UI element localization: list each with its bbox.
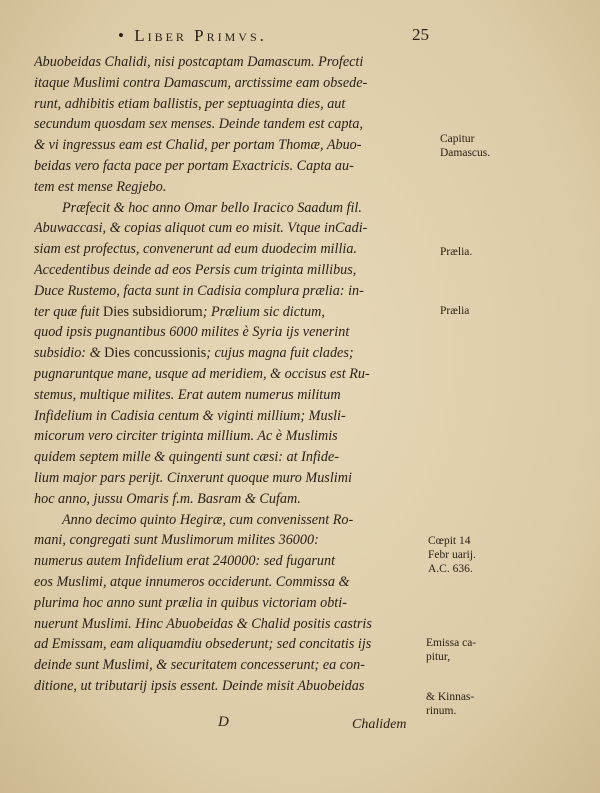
margin-note bbox=[440, 132, 490, 160]
text-line: beidas vero facta pace per portam Exactricis. Capta au- bbox=[34, 157, 354, 174]
margin-note bbox=[428, 534, 476, 576]
italic-phrase: subsidio: & bbox=[34, 345, 105, 362]
text-line: quod ipsis pugnantibus 6000 milites è Syria ijs venerint bbox=[34, 324, 350, 341]
text-line: Duce Rustemo, facta sunt in Cadisia complura prælia: in- bbox=[34, 282, 364, 299]
catchword: Chalidem bbox=[352, 717, 407, 732]
margin-note-line: Febr uarij. bbox=[428, 549, 476, 561]
text-line: hoc anno, jussu Omaris f.m. Basram & Cufam. bbox=[34, 490, 301, 507]
margin-note-line: A.C. 636. bbox=[428, 563, 473, 575]
text-line: Abuwaccasi, & copias aliquot cum eo misit. Vtque inCadi- bbox=[34, 220, 368, 237]
text-line: siam est profectus, convenerunt ad eum duodecim millia. bbox=[34, 241, 357, 258]
text-line: numerus autem Infidelium erat 240000: sed fugarunt bbox=[34, 553, 336, 570]
text-line bbox=[34, 343, 434, 364]
text-line: micorum vero circiter triginta millium. Ac è Muslimis bbox=[34, 428, 338, 445]
italic-phrase: ; cujus magna fuit clades; bbox=[206, 345, 354, 362]
margin-note-line: Prælia bbox=[440, 305, 470, 317]
text-line: Anno decimo quinto Hegiræ, cum convenissent Ro- bbox=[62, 511, 354, 528]
text-line: Accedentibus deinde ad eos Persis cum triginta millibus, bbox=[34, 261, 357, 278]
text-line: Abuobeidas Chalidi, nisi postcaptam Damascum. Profecti bbox=[34, 54, 364, 70]
text-line: lium major pars perijt. Cinxerunt quoque muro Muslimi bbox=[34, 469, 352, 486]
main-text-block bbox=[34, 52, 434, 697]
margin-note-line: Damascus. bbox=[440, 147, 491, 159]
text-line: deinde sunt Muslimi, & securitatem concesserunt; ea con- bbox=[34, 657, 365, 674]
margin-note-line: Emissa ca- bbox=[426, 637, 477, 649]
roman-phrase: Dies concussionis bbox=[104, 345, 207, 362]
text-line: Infidelium in Cadisia centum & viginti millium; Musli- bbox=[34, 407, 346, 424]
text-line: nuerunt Muslimi. Hinc Abuobeidas & Chalid positis castris bbox=[34, 615, 372, 632]
text-line: ad Emissam, eam aliquamdiu obsederunt; sed concitatis ijs bbox=[34, 636, 372, 653]
margin-note-line: Cœpit 14 bbox=[428, 535, 471, 547]
text-line bbox=[34, 302, 434, 323]
text-line: mani, congregati sunt Muslimorum milites 36000: bbox=[34, 532, 319, 549]
text-line: plurima hoc anno sunt prælia in quibus victoriam obti- bbox=[34, 594, 347, 611]
text-line: pugnaruntque mane, usque ad meridiem, & occisus est Ru- bbox=[34, 365, 370, 382]
text-line: Præfecit & hoc anno Omar bello Iracico Saadum fil. bbox=[62, 199, 362, 216]
running-head: • Liber Primvs. bbox=[118, 26, 267, 45]
margin-note-line: Prælia. bbox=[440, 246, 473, 258]
page-header bbox=[0, 26, 600, 50]
text-line: ditione, ut tributarij ipsis essent. Deinde misit Abuobeidas bbox=[34, 677, 365, 694]
margin-note-line: pitur, bbox=[426, 651, 451, 663]
page-number: 25 bbox=[412, 25, 429, 44]
text-line: tem est mense Regjebo. bbox=[34, 178, 167, 195]
italic-phrase: ter quæ fuit bbox=[34, 303, 103, 320]
margin-note-line: Capitur bbox=[440, 133, 475, 145]
margin-note bbox=[440, 304, 469, 318]
text-line: & vi ingressus eam est Chalid, per portam Thomæ, Abuo- bbox=[34, 137, 362, 154]
text-line: runt, adhibitis etiam ballistis, per septuaginta dies, aut bbox=[34, 95, 346, 112]
signature-mark: D bbox=[218, 714, 229, 730]
roman-phrase: Dies subsidiorum bbox=[102, 303, 203, 320]
text-line: eos Muslimi, atque innumeros occiderunt. Commissa & bbox=[34, 573, 350, 590]
italic-phrase: ; Prælium sic dictum, bbox=[202, 303, 325, 320]
margin-note-line: & Kinnas- bbox=[426, 691, 475, 703]
text-line: itaque Muslimi contra Damascum, arctissime eam obsede- bbox=[34, 74, 368, 91]
margin-note-line: rinum. bbox=[426, 705, 457, 717]
margin-note bbox=[440, 245, 472, 259]
text-line: secundum quosdam sex menses. Deinde tandem est capta, bbox=[34, 116, 364, 133]
text-line: stemus, multique milites. Erat autem numerus militum bbox=[34, 386, 341, 403]
text-line: quidem septem mille & quingenti sunt cæsi: at Infide- bbox=[34, 449, 339, 466]
